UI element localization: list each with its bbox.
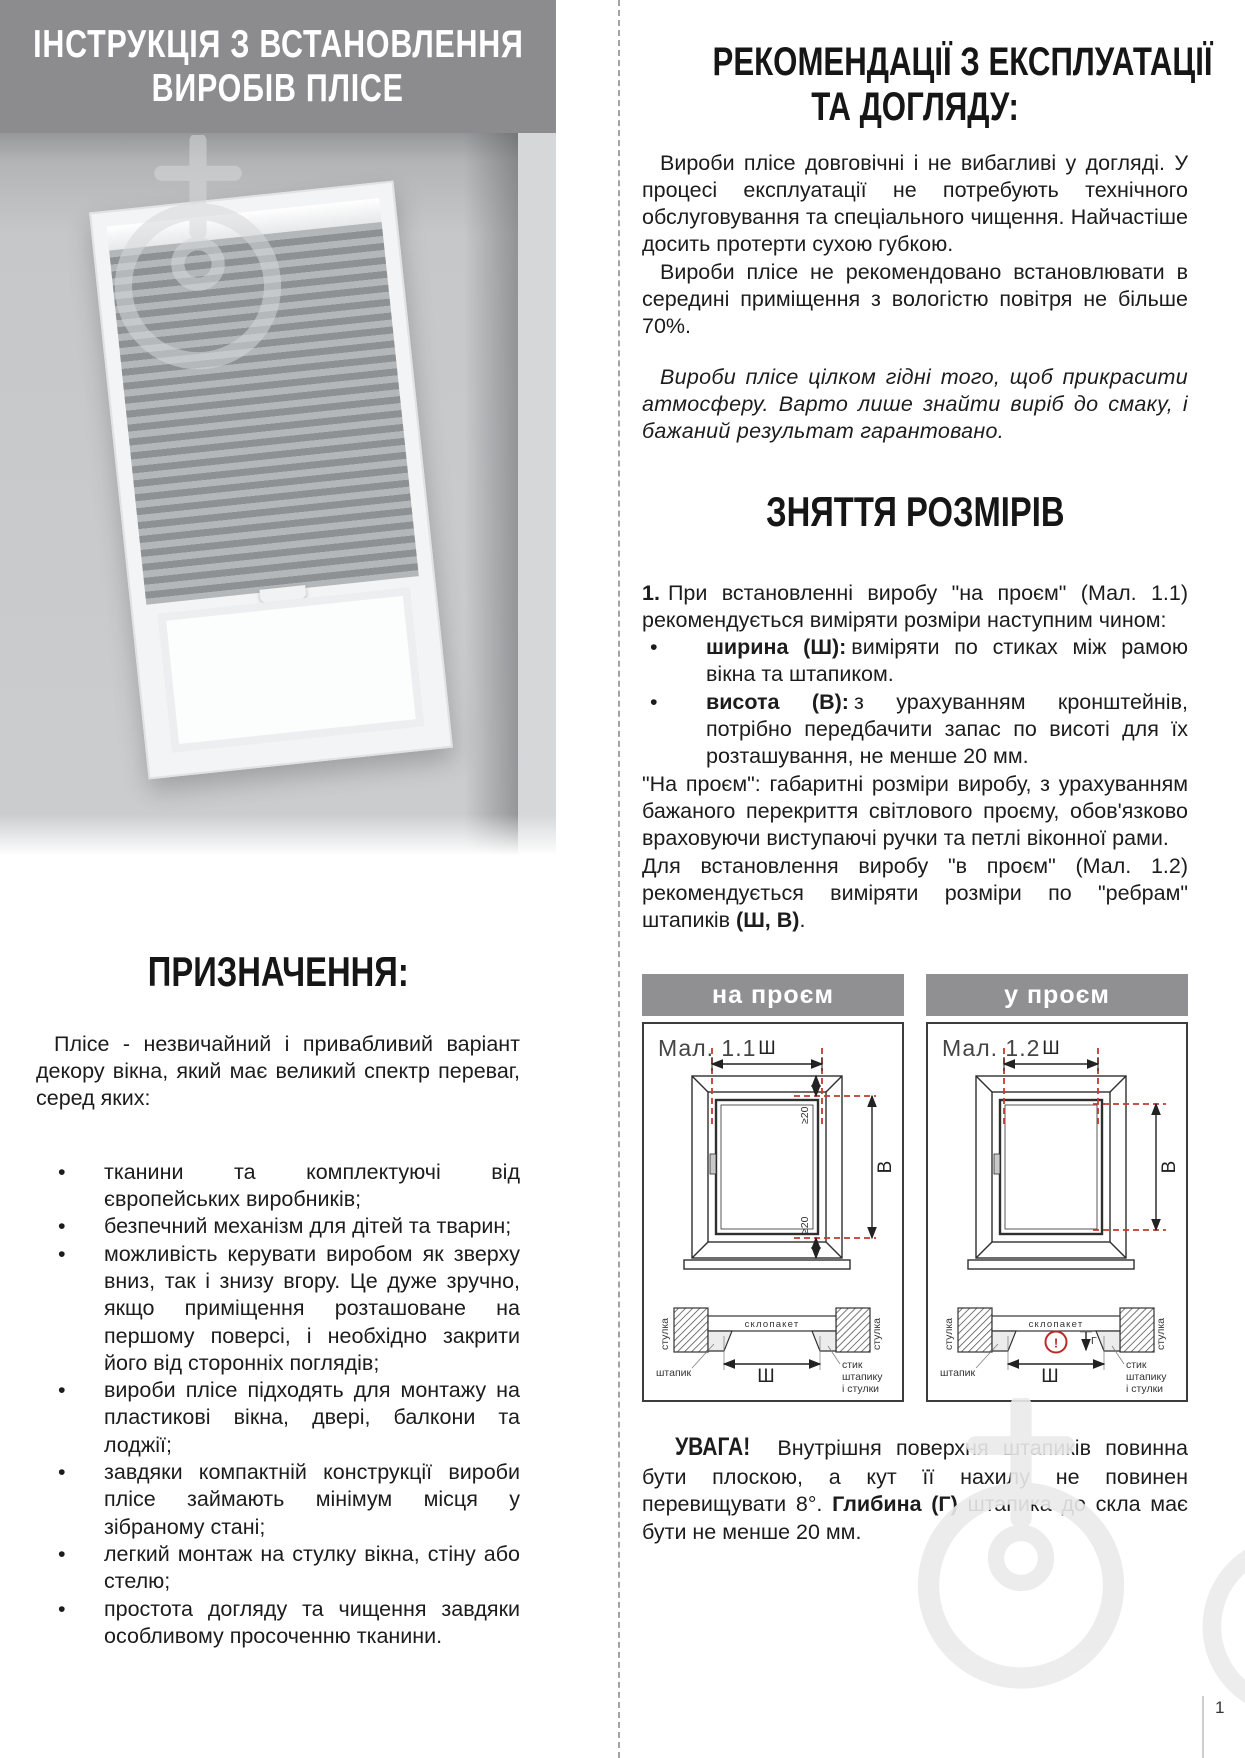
care-title xyxy=(642,40,1213,130)
svg-text:В: В xyxy=(875,1161,896,1174)
bullet-icon: • xyxy=(58,1541,66,1566)
left-header-line2: ВИРОБІВ ПЛІСЕ xyxy=(151,66,405,110)
list-item: • тканини та комплектуючі від європейських виробників; xyxy=(58,1159,520,1212)
svg-text:≥20: ≥20 xyxy=(799,1106,811,1125)
svg-text:Мал. 1.1: Мал. 1.1 xyxy=(658,1035,757,1062)
svg-text:і стулки: і стулки xyxy=(842,1383,880,1396)
window-diagram-1-2 xyxy=(928,1024,1186,1396)
v-proem-paragraph: Для встановлення виробу "в проєм" (Мал. 1.2) рекомендується виміряти розміри по "ребрам" штапиків (Ш, В). xyxy=(642,853,1188,933)
panel-header-u-proem: у проєм xyxy=(926,974,1188,1016)
purpose-intro: Плісе - незвичайний і привабливий варіант декору вікна, який має великий спектр переваг, серед яких: xyxy=(36,1031,520,1111)
list-item: • вироби плісе підходять для монтажу на пластикові вікна, двері, балкони та лоджії; xyxy=(58,1378,520,1457)
svg-text:стулка: стулка xyxy=(1155,1318,1167,1351)
measure-step-1: 1. При встановленні виробу "на проєм" (Мал. 1.1) рекомендується виміряти розміри наступним чином: xyxy=(642,580,1188,632)
na-proem-paragraph: "На проєм": габаритні розміри виробу, з урахуванням бажаного перекриття світлового проєму, обов'язково враховуючи виступаючі ручки та петлі віконної рами. xyxy=(642,771,1188,851)
svg-text:Ш: Ш xyxy=(757,1366,775,1388)
svg-text:штапику: штапику xyxy=(1126,1371,1167,1384)
size-bullet-list xyxy=(642,634,1188,770)
attention-paragraph: УВАГА! Внутрішня поверхня штапиків повинна бути плоскою, а кут її нахилу не повинен перевищувати 8°. Глибина (Г) штапика до скла має бути не менше 20 мм. xyxy=(642,1433,1188,1544)
bullet-icon: • xyxy=(58,1378,66,1403)
svg-text:стик: стик xyxy=(1126,1359,1147,1372)
svg-text:штапику: штапику xyxy=(842,1371,883,1384)
care-paragraph-3: Вироби плісе цілком гідні того, щоб прикрасити атмосферу. Варто лише знайти виріб до смаку, і бажаний результат гарантовано. xyxy=(642,364,1188,444)
footer-rule xyxy=(1202,1696,1204,1758)
diagram-box-1-1 xyxy=(642,1022,904,1402)
attention-label: УВАГА! xyxy=(675,1433,751,1462)
bullet-icon: • xyxy=(58,1241,66,1266)
svg-text:Г: Г xyxy=(1091,1335,1097,1348)
care-title-line2: ТА ДОГЛЯДУ: xyxy=(811,84,1019,129)
svg-text:стулка: стулка xyxy=(871,1318,883,1351)
pleated-blind-fabric xyxy=(109,222,419,605)
care-paragraph-2: Вироби плісе не рекомендовано встановлювати в середині приміщення з вологістю повітря не більше 70%. xyxy=(642,259,1188,339)
svg-text:штапик: штапик xyxy=(940,1367,976,1380)
window-glass xyxy=(157,587,424,753)
bullet-icon: • xyxy=(650,635,658,660)
left-column xyxy=(0,0,556,1650)
svg-text:≥20: ≥20 xyxy=(799,1216,811,1235)
diagram-panel-u-proem xyxy=(926,974,1188,1402)
list-item: • ширина (Ш): виміряти по стиках між рамою вікна та штапиком. xyxy=(650,635,1189,687)
bullet-icon: • xyxy=(58,1159,66,1184)
svg-text:стулка: стулка xyxy=(659,1318,671,1351)
purpose-title: ПРИЗНАЧЕННЯ: xyxy=(147,948,409,995)
svg-text:В: В xyxy=(1159,1161,1180,1174)
cross-section-diagram xyxy=(674,1308,870,1370)
svg-text:Ш: Ш xyxy=(1041,1366,1059,1388)
svg-text:склопакет: склопакет xyxy=(744,1319,800,1331)
term-width: ширина (Ш): xyxy=(706,635,847,660)
care-title-line1: РЕКОМЕНДАЦІЇ З ЕКСПЛУАТАЦІЇ xyxy=(712,40,1213,84)
page-number: 1 xyxy=(1215,1698,1225,1717)
list-item: • простота догляду та чищення завдяки особливому просоченню тканини. xyxy=(58,1596,520,1648)
svg-text:Ш: Ш xyxy=(758,1038,776,1060)
diagram-box-1-2 xyxy=(926,1022,1188,1402)
list-item: • висота (В): з урахуванням кронштейнів, потрібно передбачити запас по висоті для їх розташування, не менше 20 мм. xyxy=(650,689,1188,769)
svg-text:Ш: Ш xyxy=(1042,1038,1060,1060)
step-number: 1. xyxy=(642,580,660,605)
window-drawing xyxy=(968,1076,1134,1269)
right-column xyxy=(642,0,1213,1546)
photo-bottom-fade xyxy=(0,814,556,860)
purpose-bullet-list xyxy=(36,1159,520,1650)
svg-text:Мал. 1.2: Мал. 1.2 xyxy=(942,1035,1041,1062)
diagram-panel-na-proem xyxy=(642,974,904,1402)
list-item: • легкий монтаж на стулку вікна, стіну або стелю; xyxy=(58,1541,520,1594)
wall-side xyxy=(518,133,556,860)
list-item: • можливість керувати виробом як зверху вниз, так і знизу вгору. Це дуже зручно, якщо приміщення розташоване на першому поверсі, і необхідно закрити його від сторонніх поглядів; xyxy=(58,1241,520,1375)
svg-text:склопакет: склопакет xyxy=(1028,1319,1084,1331)
watermark-logo xyxy=(1183,1462,1245,1747)
term-height: висота (В): xyxy=(706,689,849,714)
bullet-icon: • xyxy=(58,1214,66,1239)
window-diagram-1-1 xyxy=(644,1024,902,1396)
svg-text:стик: стик xyxy=(842,1359,863,1372)
svg-text:штапик: штапик xyxy=(656,1367,692,1380)
product-photo xyxy=(0,133,556,860)
wall-corner-shadow xyxy=(464,133,518,860)
care-paragraph-1: Вироби плісе довговічні і не вибагливі у догляді. У процесі експлуатації не потребують технічного обслуговування та спеціального чищення. Найчастіше досить протерти сухою губкою. xyxy=(642,150,1188,257)
bullet-icon: • xyxy=(650,689,658,714)
panel-header-na-proem: на проєм xyxy=(642,974,904,1016)
window-drawing xyxy=(684,1076,850,1269)
list-item: • завдяки компактній конструкції вироби плісе займають мінімум місця у зібраному стані; xyxy=(58,1460,520,1539)
left-header-line1: ІНСТРУКЦІЯ З ВСТАНОВЛЕННЯ xyxy=(32,22,524,66)
svg-text:і стулки: і стулки xyxy=(1126,1383,1164,1396)
bullet-icon: • xyxy=(58,1596,66,1621)
svg-text:!: ! xyxy=(1053,1335,1059,1351)
sizes-title: ЗНЯТТЯ РОЗМІРІВ xyxy=(765,487,1065,535)
column-divider xyxy=(618,0,620,1758)
window-with-pleated-blind xyxy=(89,181,453,780)
svg-text:стулка: стулка xyxy=(943,1318,955,1351)
bullet-icon: • xyxy=(58,1460,66,1485)
list-item: • безпечний механізм для дітей та тварин; xyxy=(36,1213,520,1240)
left-header-banner xyxy=(0,0,556,133)
measurement-diagrams xyxy=(642,974,1188,1402)
